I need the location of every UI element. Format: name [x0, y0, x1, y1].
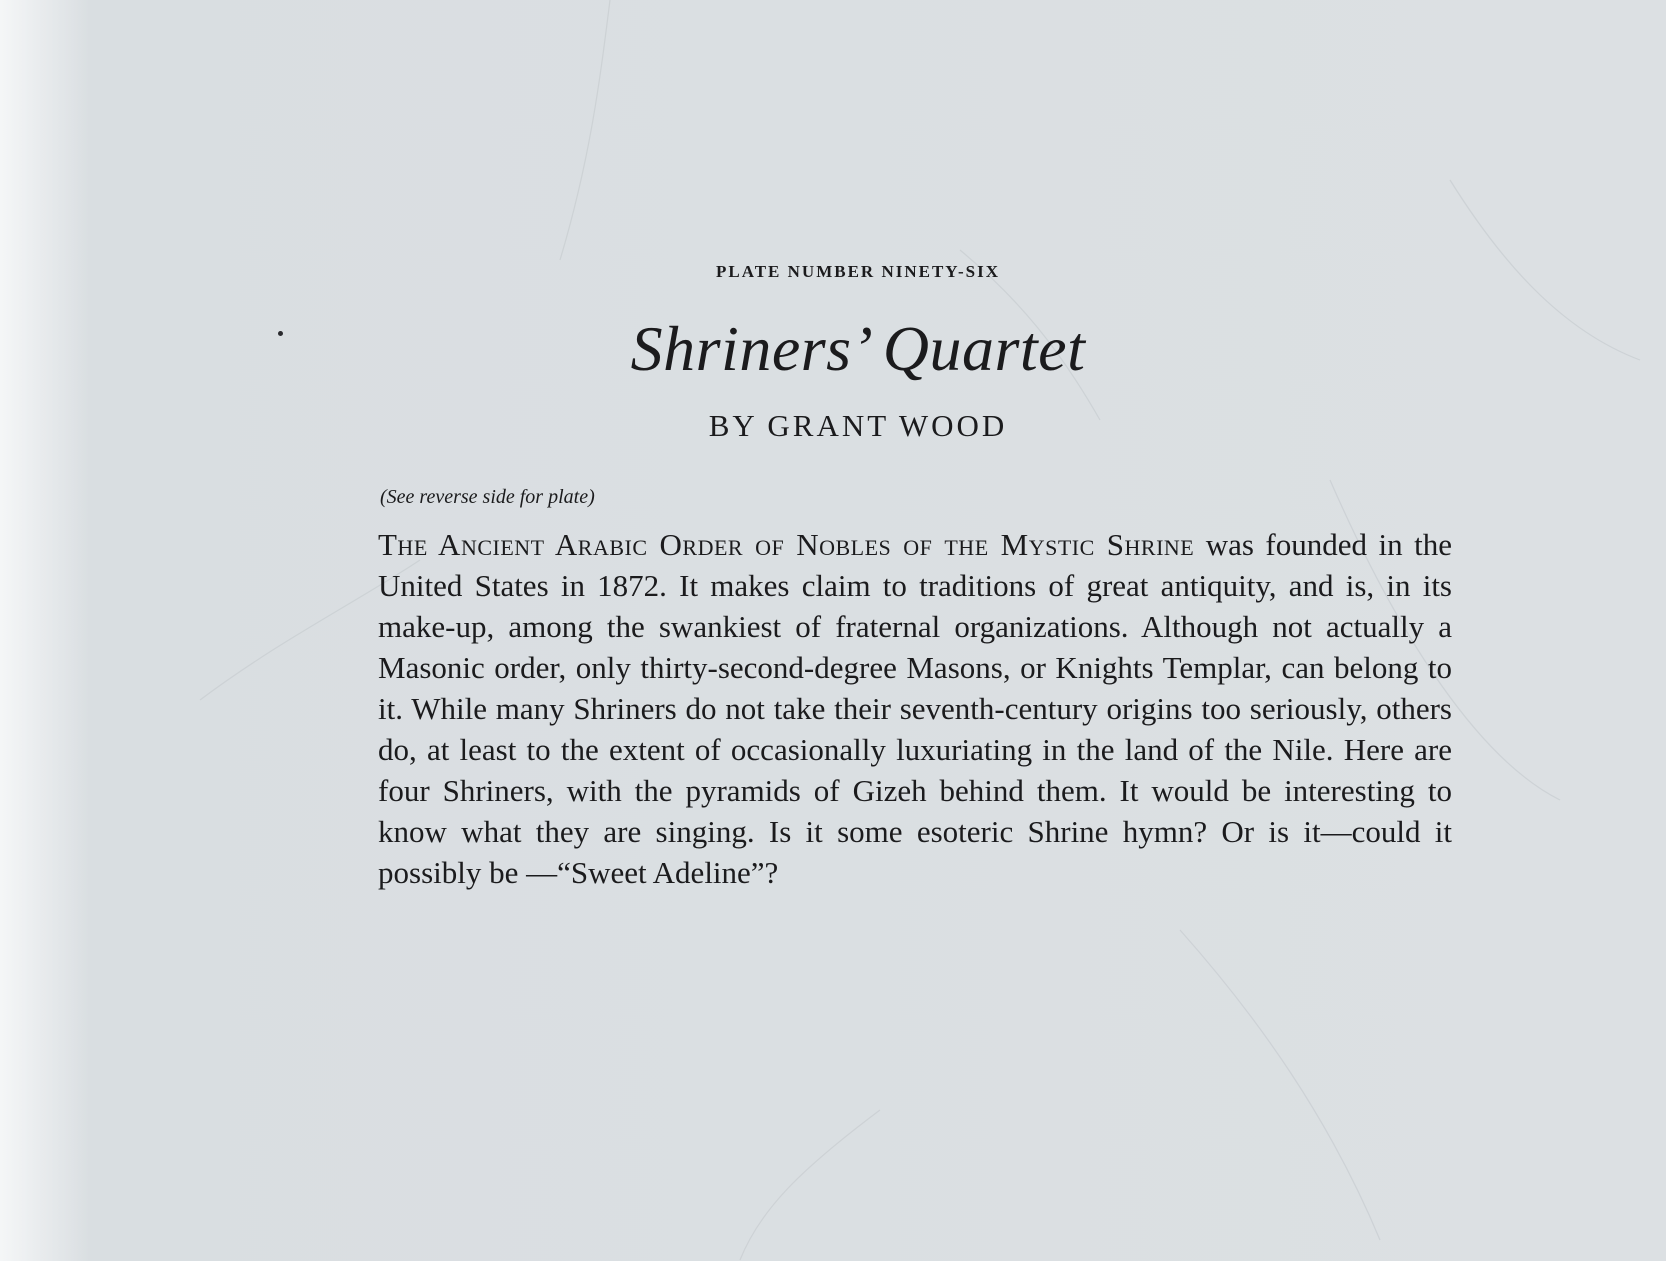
- body-text: was founded in the United States in 1872. It makes claim to traditions of great antiquity, and is, in its make-up, among the swankiest of fraternal organizations. Although not actually a Masonic order, only thirty-second-degree Masons, or Knights Templar, can belong to it. While many Shriners do not take their seventh-century origins too seriously, others do, at least to the extent of occasionally luxuriating in the land of the Nile. Here are four Shriners, with the pyramids of Gizeh behind them. It would be interesting to know what they are singing. Is it some esoteric Shrine hymn? Or is it—could it possibly be —“Sweet Adeline”?: [378, 527, 1452, 890]
- body-lead-small-caps: The Ancient Arabic Order of Nobles of the Mystic Shrine: [378, 527, 1195, 562]
- plate-number-label: PLATE NUMBER NINETY-SIX: [715, 262, 1001, 281]
- reverse-side-note: (See reverse side for plate): [380, 486, 595, 508]
- byline: BY GRANT WOOD: [708, 408, 1008, 443]
- page-title: Shriners’ Quartet: [630, 313, 1086, 384]
- body-paragraph: [378, 524, 1452, 893]
